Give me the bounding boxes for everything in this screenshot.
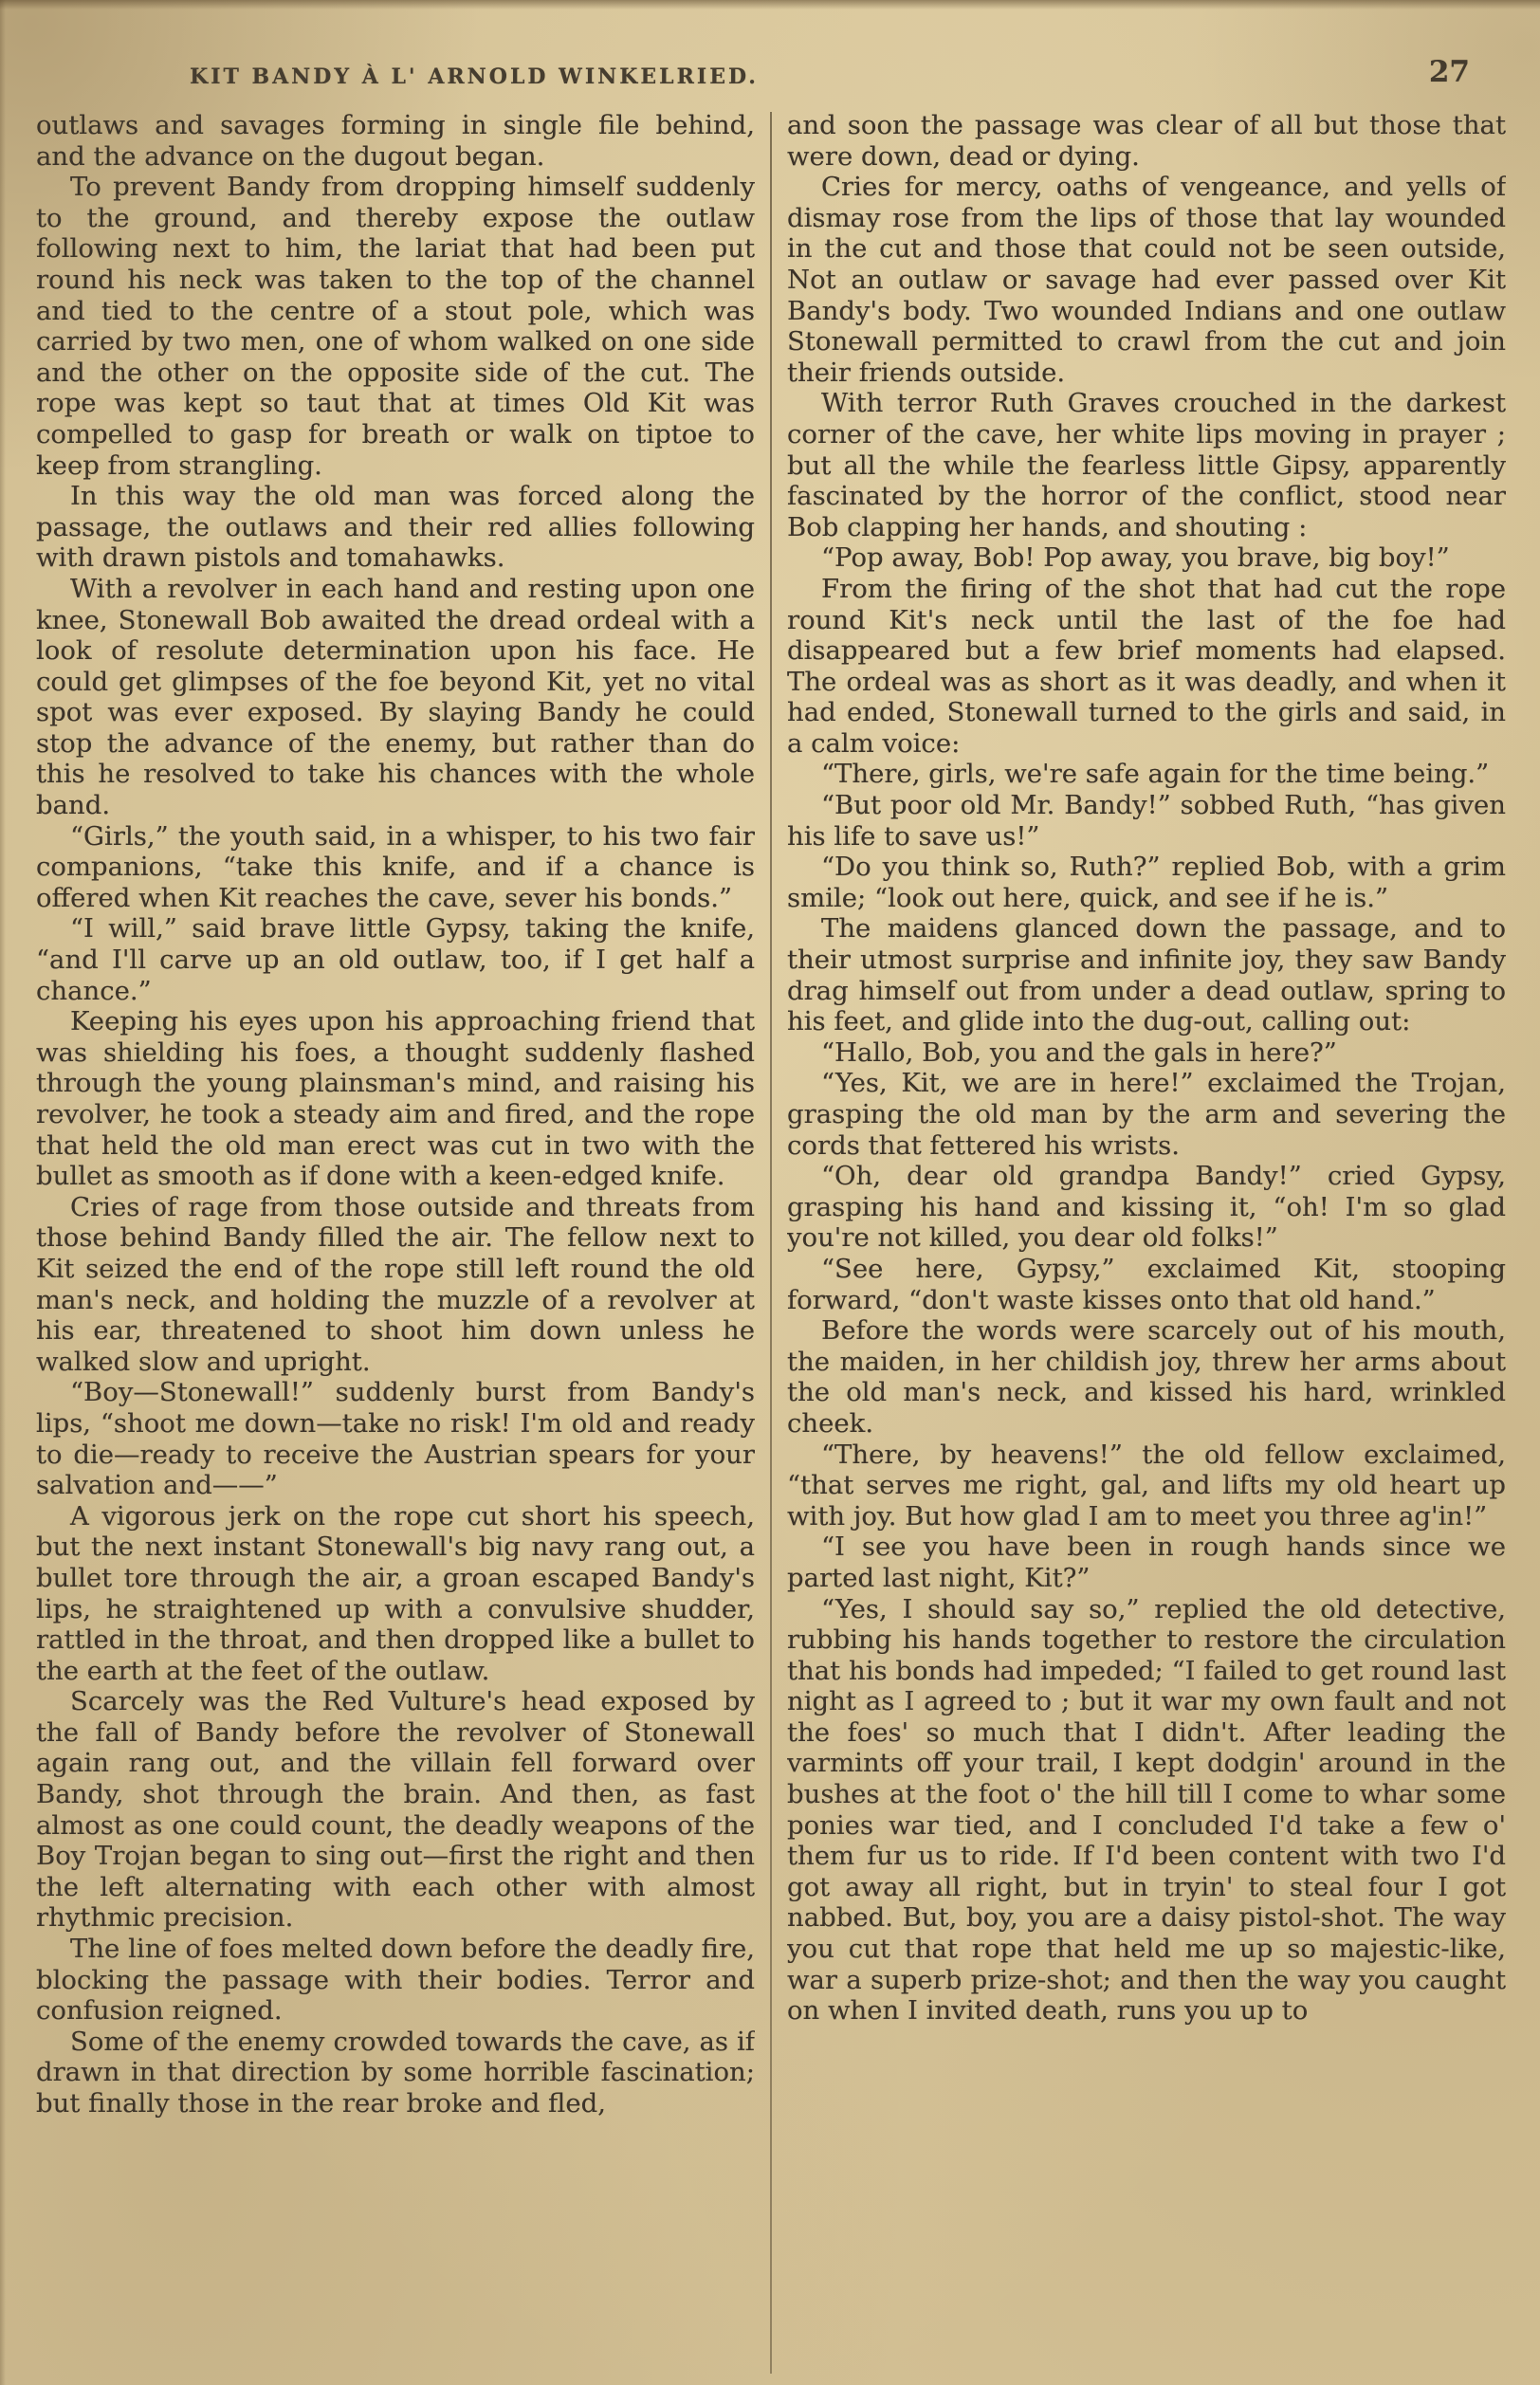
paragraph: Keeping his eyes upon his approaching friend that was shielding his foes, a thought suddenly flashed through the young plainsman's mind, and raising his revolver, he took a steady aim and fired, and the rope that held the old man erect was cut in two with the bullet as smooth as if done with a keen-edged knife. bbox=[36, 1006, 755, 1192]
paragraph: “I see you have been in rough hands since we parted last night, Kit?” bbox=[787, 1532, 1506, 1593]
paragraph: The maidens glanced down the passage, and to their utmost surprise and infinite joy, they saw Bandy drag himself out from under a dead outlaw, spring to his feet, and glide into the dug-out, calling out: bbox=[787, 913, 1506, 1037]
paragraph: “Do you think so, Ruth?” replied Bob, with a grim smile; “look out here, quick, and see if he is.” bbox=[787, 852, 1506, 913]
paragraph: “I will,” said brave little Gypsy, taking the knife, “and I'll carve up an old outlaw, too, if I get half a chance.” bbox=[36, 913, 755, 1006]
paragraph: The line of foes melted down before the deadly fire, blocking the passage with their bodies. Terror and confusion reigned. bbox=[36, 1934, 755, 2027]
paragraph: “There, by heavens!” the old fellow exclaimed, “that serves me right, gal, and lifts my old heart up with joy. But how glad I am to meet you three ag'in!” bbox=[787, 1439, 1506, 1532]
right-column bbox=[787, 110, 1506, 2379]
paragraph: Before the words were scarcely out of his mouth, the maiden, in her childish joy, threw her arms about the old man's neck, and kissed his hard, wrinkled cheek. bbox=[787, 1315, 1506, 1439]
paragraph: Some of the enemy crowded towards the cave, as if drawn in that direction by some horrible fascination; but finally those in the rear broke and fled, bbox=[36, 2026, 755, 2119]
paragraph: “Girls,” the youth said, in a whisper, to his two fair companions, “take this knife, and if a chance is offered when Kit reaches the cave, sever his bonds.” bbox=[36, 820, 755, 913]
paragraph: outlaws and savages forming in single file behind, and the advance on the dugout began. bbox=[36, 110, 755, 172]
paragraph: and soon the passage was clear of all but those that were down, dead or dying. bbox=[787, 110, 1506, 172]
running-title: KIT BANDY À L' ARNOLD WINKELRIED. bbox=[190, 64, 759, 89]
page-header bbox=[0, 0, 1540, 106]
paragraph: “Oh, dear old grandpa Bandy!” cried Gypsy, grasping his hand and kissing it, “oh! I'm so glad you're not killed, you dear old folks!” bbox=[787, 1161, 1506, 1254]
paragraph: “Boy—Stonewall!” suddenly burst from Bandy's lips, “shoot me down—take no risk! I'm old and ready to die—ready to receive the Austrian spears for your salvation and——” bbox=[36, 1377, 755, 1501]
paragraph: “Yes, Kit, we are in here!” exclaimed the Trojan, grasping the old man by the arm and severing the cords that fettered his wrists. bbox=[787, 1068, 1506, 1161]
paragraph: “Hallo, Bob, you and the gals in here?” bbox=[821, 1037, 1337, 1068]
paragraph: From the firing of the shot that had cut the rope round Kit's neck until the last of the foe had disappeared but a few brief moments had elapsed. The ordeal was as short as it was deadly, and when it had ended, Stonewall turned to the girls and said, in a calm voice: bbox=[787, 573, 1506, 759]
paragraph: With a revolver in each hand and resting upon one knee, Stonewall Bob awaited the dread ordeal with a look of resolute determination upon his face. He could get glimpses of the foe beyond Kit, yet no vital spot was ever exposed. By slaying Bandy he could stop the advance of the enemy, but rather than do this he resolved to take his chances with the whole band. bbox=[36, 573, 755, 821]
page-number: 27 bbox=[1428, 55, 1470, 89]
paragraph: “But poor old Mr. Bandy!” sobbed Ruth, “has given his life to save us!” bbox=[787, 790, 1506, 852]
paragraph: “See here, Gypsy,” exclaimed Kit, stooping forward, “don't waste kisses onto that old hand.” bbox=[787, 1253, 1506, 1315]
paragraph: “Yes, I should say so,” replied the old detective, rubbing his hands together to restore the circulation that his bonds had impeded; “I failed to get round last night as I agreed to ; but it war my own fault and not the foes' so much that I didn't. After leading the varmints off your trail, I kept dodgin' around in the bushes at the foot o' the hill till I come to whar some ponies war tied, and I concluded I'd take a few o' them fur us to ride. If I'd been content with two I'd got away all right, but in tryin' to steal four I got nabbed. But, boy, you are a daisy pistol-shot. The way you cut that rope that held me up so majestic-like, war a superb prize-shot; and then the way you caught on when I invited death, runs you up to bbox=[787, 1593, 1506, 2027]
paragraph: A vigorous jerk on the rope cut short his speech, but the next instant Stonewall's big navy rang out, a bullet tore through the air, a groan escaped Bandy's lips, he straightened up with a convulsive shudder, rattled in the throat, and then dropped like a bullet to the earth at the feet of the outlaw. bbox=[36, 1500, 755, 1686]
text-columns bbox=[36, 110, 1506, 2379]
paragraph: Cries of rage from those outside and threats from those behind Bandy filled the air. The fellow next to Kit seized the end of the rope still left round the old man's neck, and holding the muzzle of a revolver at his ear, threatened to shoot him down unless he walked slow and upright. bbox=[36, 1191, 755, 1377]
paragraph: To prevent Bandy from dropping himself suddenly to the ground, and thereby expose the outlaw following next to him, the lariat that had been put round his neck was taken to the top of the channel and tied to the centre of a stout pole, which was carried by two men, one of whom walked on one side and the other on the opposite side of the cut. The rope was kept so taut that at times Old Kit was compelled to gasp for breath or walk on tiptoe to keep from strangling. bbox=[36, 172, 755, 481]
left-column bbox=[36, 110, 755, 2379]
paragraph: “There, girls, we're safe again for the time being.” bbox=[821, 759, 1490, 790]
paragraph: With terror Ruth Graves crouched in the darkest corner of the cave, her white lips moving in prayer ; but all the while the fearless little Gipsy, apparently fascinated by the horror of the conflict, stood near Bob clapping her hands, and shouting : bbox=[787, 388, 1506, 542]
paragraph: “Pop away, Bob! Pop away, you brave, big boy!” bbox=[821, 542, 1450, 574]
paragraph: Scarcely was the Red Vulture's head exposed by the fall of Bandy before the revolver of Stonewall again rang out, and the villain fell forward over Bandy, shot through the brain. And then, as fast almost as one could count, the deadly weapons of the Boy Trojan began to sing out—first the right and then the left alternating with each other with almost rhythmic precision. bbox=[36, 1686, 755, 1934]
paragraph: In this way the old man was forced along the passage, the outlaws and their red allies following with drawn pistols and tomahawks. bbox=[36, 481, 755, 574]
paragraph: Cries for mercy, oaths of vengeance, and yells of dismay rose from the lips of those that lay wounded in the cut and those that could not be seen outside, Not an outlaw or savage had ever passed over Kit Bandy's body. Two wounded Indians and one outlaw Stonewall permitted to crawl from the cut and join their friends outside. bbox=[787, 172, 1506, 388]
column-divider bbox=[770, 112, 772, 2374]
